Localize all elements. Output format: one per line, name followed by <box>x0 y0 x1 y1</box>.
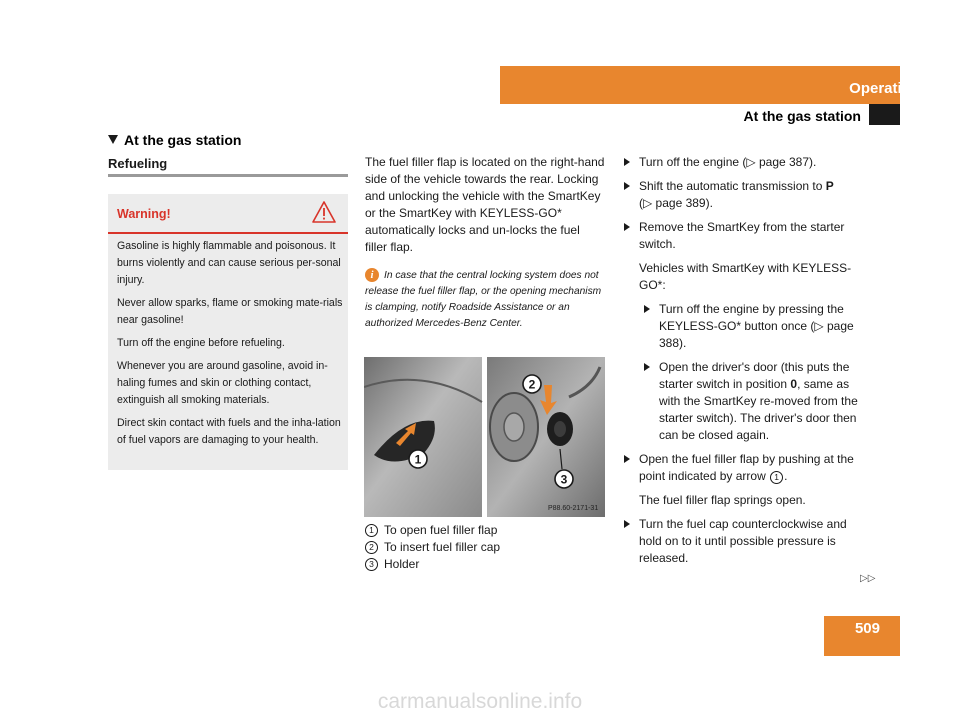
refueling-heading: Refueling <box>108 156 168 171</box>
callout-3 <box>555 470 573 488</box>
steps-column <box>622 154 862 574</box>
legend-item <box>365 556 500 573</box>
header-title: At the gas station <box>743 108 861 124</box>
callout-2 <box>523 375 541 393</box>
warning-paragraph: Gasoline is highly flammable and poisonous. It burns violently and can cause serious per-sonal injury. <box>117 240 341 286</box>
fuel-flap-figure <box>364 357 605 517</box>
step-item: Remove the SmartKey from the starter switch. <box>622 219 862 253</box>
heading-rule <box>108 174 348 177</box>
step-item <box>622 178 862 212</box>
step-item: Turn off the engine (▷ page 387). <box>622 154 862 171</box>
watermark: carmanualsonline.info <box>377 690 583 713</box>
step-note: The fuel filler flap springs open. <box>639 493 806 507</box>
page-number: 509 <box>854 620 880 637</box>
callout-1 <box>409 450 427 468</box>
step-text: , same as with the SmartKey re-moved from the starter switch). The driver's door then can be closed again. <box>659 377 858 442</box>
step-item <box>622 451 862 485</box>
continued-marker: ▷▷ <box>860 573 876 584</box>
legend-item <box>365 522 500 539</box>
sub-step-item: Turn off the engine by pressing the KEYLESS-GO* button once (▷ page 388). <box>622 301 862 352</box>
svg-text:2: 2 <box>528 377 536 392</box>
figure-legend <box>365 522 500 573</box>
info-note <box>365 268 605 332</box>
section-title-text: At the gas station <box>124 132 242 148</box>
info-note-text: In case that the central locking system does not release the fuel filler flap, or the opening mechanism is clamping, notify Roadside Assistance or an authorized Mercedes-Benz Center. <box>365 270 602 329</box>
figure-code: P88.60-2171-31 <box>548 505 599 512</box>
legend-number: 3 <box>365 558 378 571</box>
section-triangle-icon <box>108 135 118 144</box>
svg-text:3: 3 <box>560 472 568 487</box>
sub-step-item <box>622 359 862 444</box>
step-text: Open the driver's door (this puts the starter switch in position <box>659 360 850 391</box>
legend-number: 2 <box>365 541 378 554</box>
legend-text: Holder <box>384 557 420 571</box>
section-title <box>108 132 241 148</box>
warning-paragraph: Never allow sparks, flame or smoking mate-rials near gasoline! <box>117 297 343 326</box>
intro-paragraph: The fuel filler flap is located on the right-hand side of the vehicle towards the rear. Locking and unlocking the vehicle with the SmartKey or the SmartKey with KEYLESS-GO* automatically locks and un-locks the fuel filler flap. <box>365 155 605 254</box>
legend-text: To open fuel filler flap <box>384 523 498 537</box>
warning-body <box>117 238 345 455</box>
header-bar <box>500 66 900 104</box>
gear-position: P <box>825 179 834 193</box>
step-text: . <box>784 469 788 483</box>
step-item: Turn the fuel cap counterclockwise and hold on to it until possible pressure is released. <box>622 516 862 567</box>
warning-rule <box>108 232 348 234</box>
warning-title: Warning! <box>117 207 171 221</box>
step-text: Shift the automatic transmission to <box>639 179 826 193</box>
info-icon: i <box>365 268 379 282</box>
step-ref: (▷ page 389). <box>639 196 713 210</box>
step-note: Vehicles with SmartKey with KEYLESS-GO*: <box>639 261 852 292</box>
step-text: Open the fuel filler flap by pushing at the point indicated by arrow <box>639 452 854 483</box>
switch-position: 0 <box>790 377 798 391</box>
legend-item <box>365 539 500 556</box>
legend-number: 1 <box>365 524 378 537</box>
legend-text: To insert fuel filler cap <box>384 540 501 554</box>
header-block <box>869 104 900 125</box>
intro-column <box>365 154 605 256</box>
header-section: Operation <box>849 80 920 97</box>
warning-paragraph: Whenever you are around gasoline, avoid in-haling fumes and skin or clothing contact, extinguish all smoking materials. <box>117 360 328 406</box>
arrow-ref-number: 1 <box>770 471 783 484</box>
svg-text:1: 1 <box>414 452 422 467</box>
warning-triangle-icon <box>312 200 336 224</box>
warning-paragraph: Direct skin contact with fuels and the inha-lation of fuel vapors are damaging to your health. <box>117 417 341 446</box>
warning-paragraph: Turn off the engine before refueling. <box>117 337 285 349</box>
